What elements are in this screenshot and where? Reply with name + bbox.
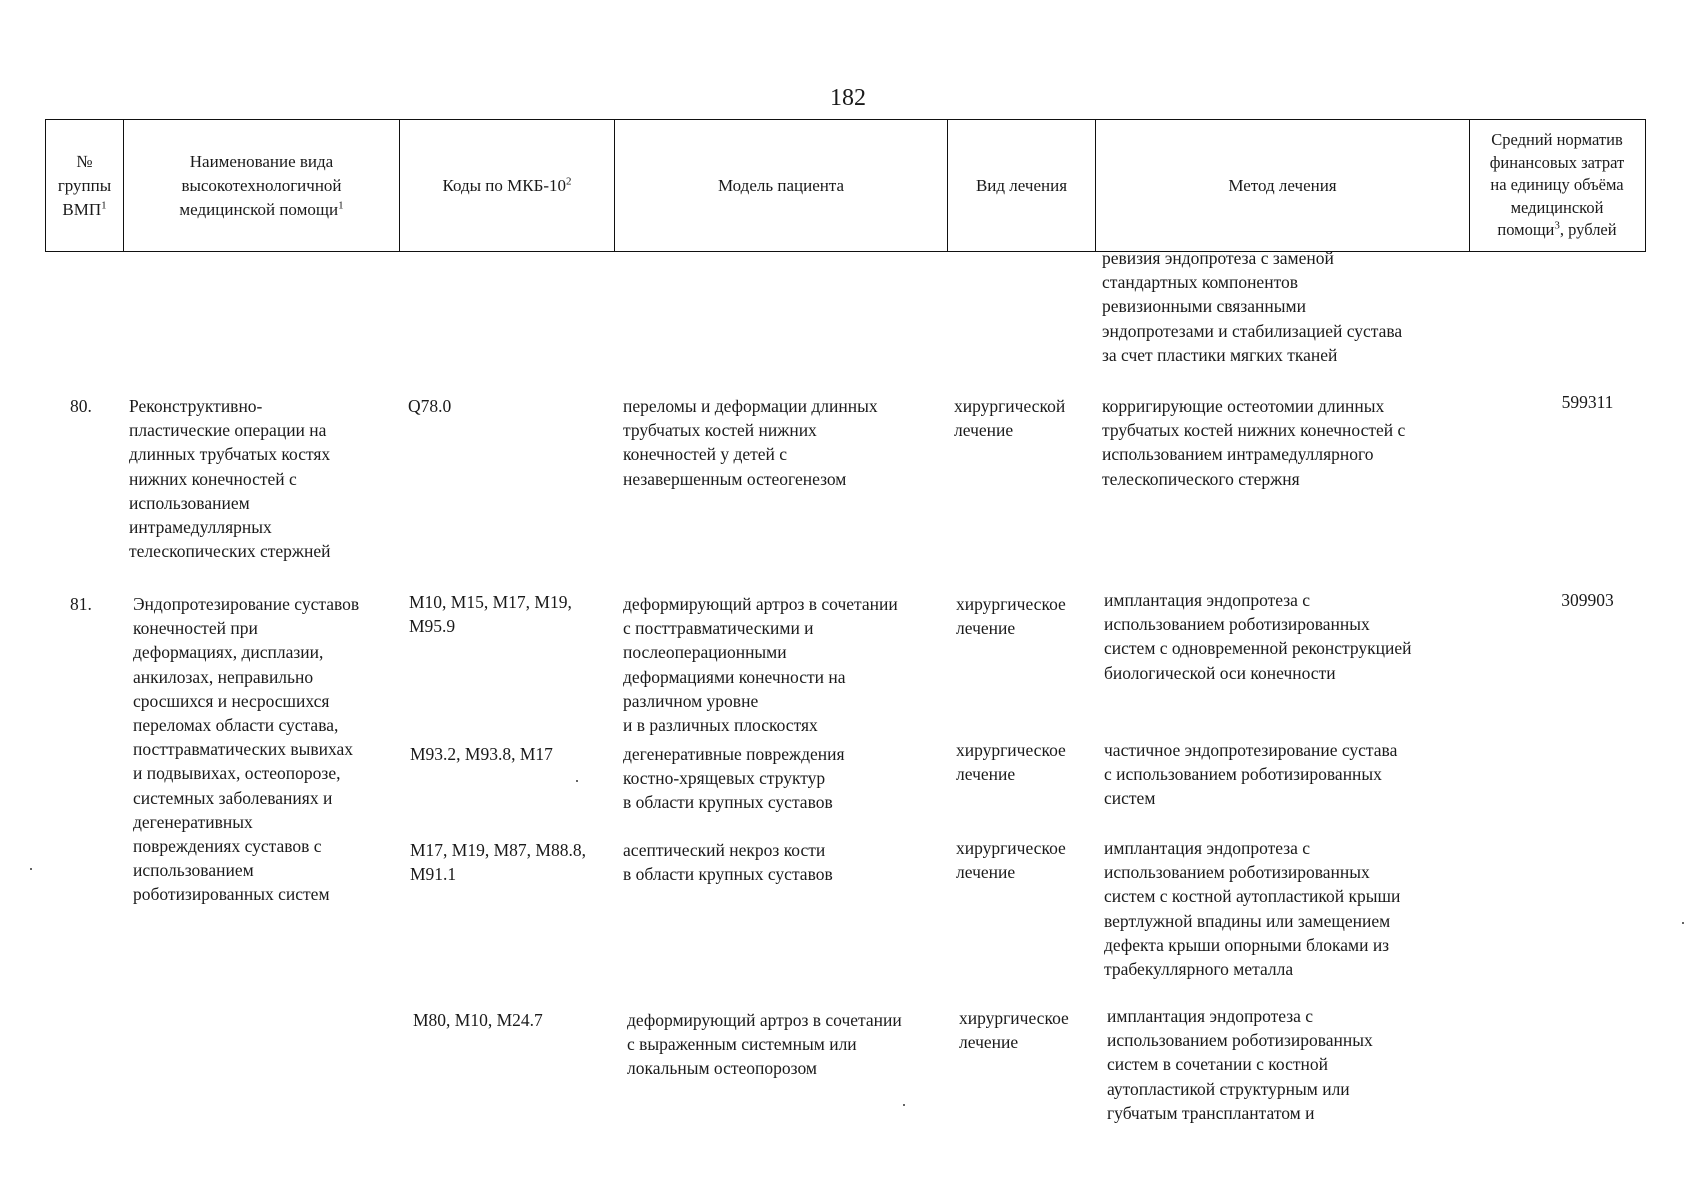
icd-codes: M93.2, M93.8, M17 [410, 744, 553, 764]
treatment-kind: хирургическое лечение [956, 740, 1066, 785]
treatment-method: имплантация эндопротеза с использованием роботизированных систем с одновременной реконструкцией биологической оси конечности [1104, 590, 1412, 683]
header-care-type [124, 120, 400, 251]
icd-codes: M10, M15, M17, M19, M95.9 [409, 592, 572, 637]
icd-codes: Q78.0 [408, 396, 452, 416]
footnote-marker: 2 [566, 174, 572, 187]
treatment-kind: хирургической лечение [954, 396, 1066, 441]
patient-model: деформирующий артроз в сочетании с выраженным системным или локальным остеопорозом [627, 1010, 902, 1079]
footnote-marker: 1 [101, 198, 107, 211]
header-group-number [46, 120, 124, 251]
header-group-number-text: № группы ВМП [57, 151, 112, 219]
care-type-name: Эндопротезирование суставов конечностей при деформациях, дисплазии, анкилозах, неправильно сросшихся и несросшихся переломах области сустава, посттравматических вывихах и подвывихах, остеопорозе, системных заболеваниях и дегенеративных повреждениях суставов с использованием роботизированных систем [133, 594, 360, 905]
scan-speck [30, 868, 32, 870]
treatment-method: имплантация эндопротеза с использованием роботизированных систем с костной аутопластикой крыши вертлужной впадины или замещением дефекта крыши опорными блоками из трабекуллярного металла [1104, 838, 1401, 980]
header-treatment-kind [948, 120, 1096, 251]
header-average-cost [1470, 120, 1644, 251]
group-number: 81. [70, 594, 92, 614]
header-patient-model-text: Модель пациента [717, 175, 845, 195]
patient-model: переломы и деформации длинных трубчатых костей нижних конечностей у детей с незавершенным остеогенезом [623, 396, 878, 489]
header-icd-codes-text: Коды по МКБ-10 [442, 175, 567, 195]
header-average-cost-unit: , рублей [1559, 220, 1617, 240]
treatment-kind: хирургическое лечение [956, 838, 1066, 883]
treatment-method: имплантация эндопротеза с использованием роботизированных систем в сочетании с костной аутопластикой структурным или губчатым трансплантатом и [1107, 1006, 1373, 1123]
header-patient-model [615, 120, 948, 251]
care-type-name: Реконструктивно- пластические операции на длинных трубчатых костях нижних конечностей с использованием интрамедуллярных телескопических стержней [129, 396, 331, 562]
header-average-cost-text: Средний норматив финансовых затрат на единицу объёма медицинской помощи [1489, 130, 1625, 240]
scan-speck [1682, 922, 1684, 924]
average-cost: 309903 [1561, 590, 1614, 610]
treatment-method: корригирующие остеотомии длинных трубчатых костей нижних конечностей с использованием интрамедуллярного телескопического стержня [1102, 396, 1406, 489]
header-treatment-method [1096, 120, 1470, 251]
header-treatment-kind-text: Вид лечения [975, 175, 1068, 195]
group-number: 80. [70, 396, 92, 416]
footnote-marker: 3 [1554, 219, 1560, 232]
table-header [45, 119, 1646, 252]
header-care-type-text: Наименование вида высокотехнологичной медицинской помощи [179, 151, 342, 219]
header-treatment-method-text: Метод лечения [1228, 175, 1337, 195]
treatment-method: ревизия эндопротеза с заменой стандартных компонентов ревизионными связанными эндопротезами и стабилизацией сустава за счет пластики мягких тканей [1102, 248, 1403, 365]
treatment-method: частичное эндопротезирование сустава с использованием роботизированных систем [1104, 740, 1398, 809]
footnote-marker: 1 [338, 198, 344, 211]
patient-model: дегенеративные повреждения костно-хрящевых структур в области крупных суставов [623, 744, 845, 813]
treatment-kind: хирургическое лечение [959, 1008, 1069, 1053]
patient-model: деформирующий артроз в сочетании с посттравматическими и послеоперационными деформациями конечности на различном уровне и в различных плоскостях [623, 594, 898, 736]
average-cost: 599311 [1561, 392, 1614, 412]
icd-codes: M17, M19, M87, M88.8, M91.1 [410, 840, 586, 885]
icd-codes: M80, M10, M24.7 [413, 1010, 543, 1030]
patient-model: асептический некроз кости в области крупных суставов [623, 840, 833, 885]
scan-speck [576, 780, 578, 782]
header-icd-codes [400, 120, 615, 251]
treatment-kind: хирургическое лечение [956, 594, 1066, 639]
scan-speck [903, 1104, 905, 1106]
page-number: 182 [830, 85, 866, 111]
